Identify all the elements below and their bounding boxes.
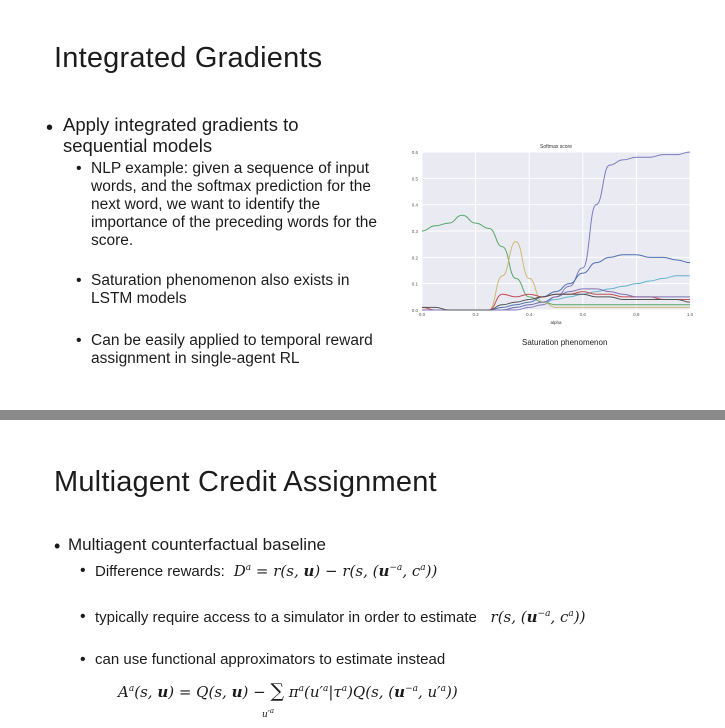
bullet-dot: • xyxy=(76,160,82,177)
y-tick-label: 0.6 xyxy=(411,150,418,155)
bullet-text: can use functional approximators to estimate instead xyxy=(95,651,446,668)
chart-svg xyxy=(400,140,700,330)
simulator-line xyxy=(95,608,586,626)
slide-title: Multiagent Credit Assignment xyxy=(54,466,437,498)
y-tick-label: 0.0 xyxy=(411,308,418,313)
sum-subscript: $u'^a$ xyxy=(262,707,275,720)
bullet-text: Multiagent counterfactual baseline xyxy=(68,535,326,554)
chart-caption: Saturation phenomenon xyxy=(522,338,608,347)
y-tick-label: 0.2 xyxy=(411,255,418,261)
bullet-dot: • xyxy=(80,651,86,668)
bullet-text: NLP example: given a sequence of input words, and the softmax prediction for the next word, we want to identify the importance of the preceding words for the score. xyxy=(91,160,378,249)
slide-divider xyxy=(0,410,725,420)
x-tick-label: 1.0 xyxy=(686,312,694,317)
bullet-dot: • xyxy=(80,562,86,579)
x-tick-label: 0.6 xyxy=(579,312,586,317)
bullet-dot: • xyxy=(46,117,54,139)
x-tick-label: 0.0 xyxy=(418,312,426,317)
bullet-text: typically require access to a simulator in order to estimate xyxy=(95,609,477,626)
slide-title: Integrated Gradients xyxy=(54,42,323,74)
bullet-text: Saturation phenomenon also exists in LSTM models xyxy=(91,272,350,307)
counterfactual-advantage-formula: $A^a(s$, u) = Q(s, u) − ∑ $\pi^a(u'^a|\tau^a)Q(s$, ($u^{-a}$, $u'^a$)) xyxy=(118,680,458,702)
x-tick-label: 0.4 xyxy=(526,312,533,317)
y-tick-label: 0.1 xyxy=(411,281,418,287)
bullet-dot: • xyxy=(80,608,86,625)
bullet-dot: • xyxy=(76,272,82,289)
y-tick-label: 0.3 xyxy=(411,229,418,234)
bullet-text: Apply integrated gradients to sequential models xyxy=(63,114,299,156)
chart-title: Softmax score xyxy=(540,144,572,150)
bullet-text: Difference rewards: xyxy=(95,563,225,580)
simulator-formula: r(s, ($u^{-a}$, $c^a$)) xyxy=(481,608,586,626)
x-tick-label: 0.2 xyxy=(472,312,479,317)
difference-rewards-formula: $D^a = r(s$, u) − r(s, ($u^{-a}$, $c^a$)) xyxy=(228,562,438,580)
softmax-chart xyxy=(400,140,700,350)
x-tick-label: 0.8 xyxy=(633,312,640,317)
bullet-text: Can be easily applied to temporal reward assignment in single-agent RL xyxy=(91,332,373,367)
x-axis-label: alpha xyxy=(550,320,562,325)
y-tick-label: 0.5 xyxy=(411,176,418,182)
bullet-dot: • xyxy=(54,536,61,556)
y-tick-label: 0.4 xyxy=(411,202,418,208)
difference-rewards-line xyxy=(95,562,437,580)
bullet-dot: • xyxy=(76,332,82,349)
